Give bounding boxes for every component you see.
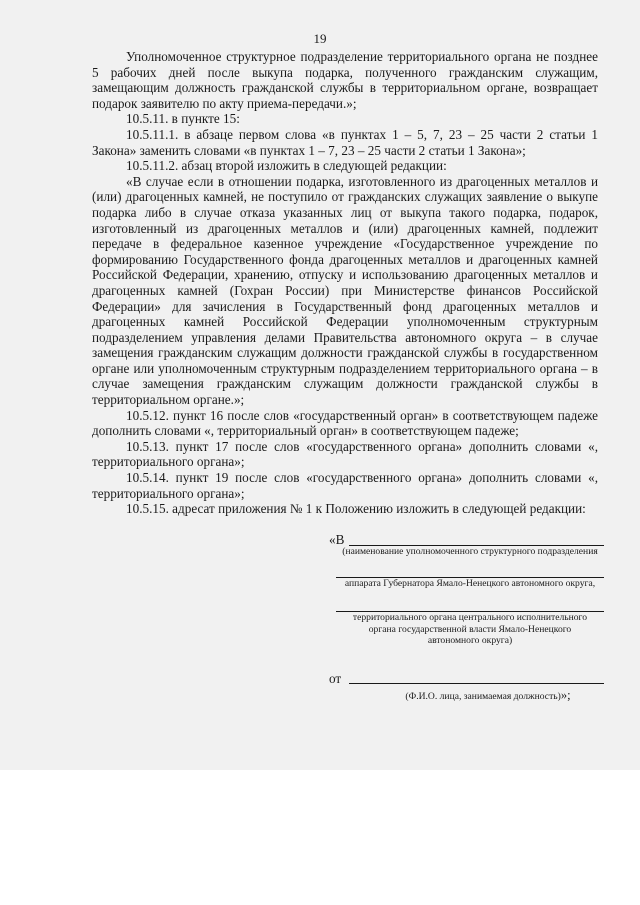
paragraph-10-5-13: 10.5.13. пункт 17 после слов «государственного органа» дополнить словами «, территориального органа»; (92, 438, 598, 470)
paragraph-10-5-11-1: 10.5.11.1. в абзаце первом слова «в пунктах 1 – 5, 7, 23 – 25 части 2 статьи 1 Закона» заменить словами «в пунктах 1 – 7, 23 – 25 части 2 статьи 1 Закона»; (92, 126, 598, 158)
paragraph-10-5-15: 10.5.15. адресат приложения № 1 к Положению изложить в следующей редакции: (126, 501, 586, 517)
paragraph-quoted-new-text: «В случае если в отношении подарка, изготовленного из драгоценных металлов и (или) драгоценных камней, не поступило от гражданских служащих заявление о выкупе подарка либо в случае отказа указанных лиц от выкупа такого подарка, подарок, изготовленный из драгоценных металлов и (или) драгоценных камней, подлежит передаче в федеральное казенное учреждение «Государственное учреждение по формированию Государственного фонда драгоценных металлов и драгоценных камней Российской Федерации, хранению, отпуску и использованию драгоценных металлов и драгоценных камней (Гохран России) при Министерстве финансов Российской Федерации» для зачисления в Государственный фонд драгоценных металлов и драгоценных камней Российской Федерации уполномоченным структурным подразделением управления делами Правительства автономного округа – в случае замещения гражданским служащим должности гражданской службы в государственном органе или уполномоченным структурным подразделением территориального органа – в случае замещения гражданским служащим должности гражданской службы в территориальном органе.»; (92, 173, 598, 408)
form-caption-territorial-body: территориального органа центрального исполнительного органа государственной власти Ямало-Ненецкого автономного округа) (352, 612, 588, 647)
paragraph-return-gift: Уполномоченное структурное подразделение территориального органа не позднее 5 рабочих дней после выкупа подарка, полученного гражданским служащим, замещающим должность гражданской службы в территориальном органе, возвращает подарок заявителю по акту приема-передачи.»; (92, 49, 598, 111)
paragraph-10-5-11-2: 10.5.11.2. абзац второй изложить в следующей редакции: (126, 158, 447, 174)
page-number: 19 (313, 31, 327, 46)
form-from-label: от (329, 671, 342, 686)
form-start-text: «В (329, 532, 345, 547)
paragraph-10-5-12: 10.5.12. пункт 16 после слов «государственный орган» в соответствующем падеже дополнить словами «, территориальный орган» в соответствующем падеже; (92, 407, 598, 439)
paragraph-10-5-11: 10.5.11. в пункте 15: (126, 111, 240, 127)
form-caption-department: (наименование уполномоченного структурного подразделения (342, 546, 598, 557)
form-caption-name-position: (Ф.И.О. лица, занимаемая должность) (405, 691, 561, 702)
form-end-mark: »; (560, 688, 571, 702)
paragraph-10-5-14: 10.5.14. пункт 19 после слов «государственного органа» дополнить словами «, территориального органа»; (92, 470, 598, 501)
form-caption-governor-apparatus: аппарата Губернатора Ямало-Ненецкого автономного округа, (344, 578, 596, 589)
form-end (372, 689, 604, 703)
form-blank-line (349, 683, 604, 684)
